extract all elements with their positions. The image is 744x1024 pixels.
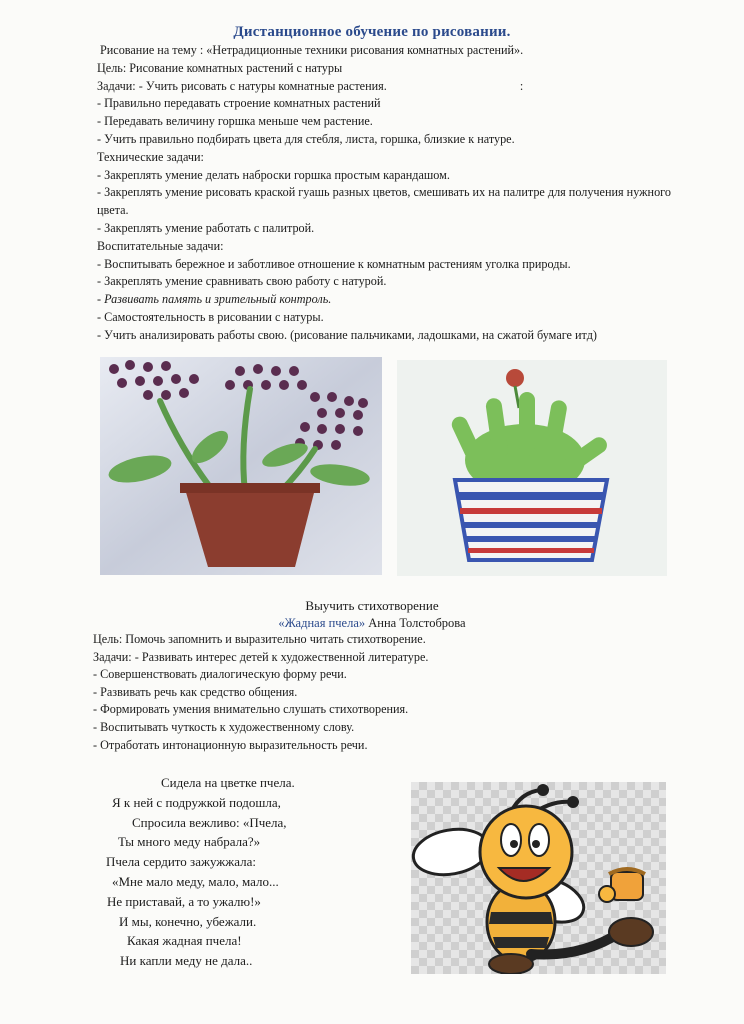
poem-text bbox=[68, 773, 388, 971]
lesson-goal: Цель: Рисование комнатных растений с натуры bbox=[97, 60, 343, 75]
poem-section-heading: Выучить стихотворение bbox=[305, 598, 439, 613]
poem-line: Ты много меду набрала?» bbox=[118, 834, 261, 850]
poem-task-item: - Формировать умения внимательно слушать стихотворения. bbox=[93, 702, 409, 717]
poem-title-line bbox=[0, 616, 744, 631]
cartoon-bee-image bbox=[411, 782, 666, 974]
edu-task-item: - Учить анализировать работы свою. (рисование пальчиками, ладошками, на сжатой бумаге итд) bbox=[97, 327, 597, 342]
poem-line: Какая жадная пчела! bbox=[127, 933, 242, 949]
poem-line: Я к ней с подружкой подошла, bbox=[112, 794, 281, 810]
poem-line: Сидела на цветке пчела. bbox=[161, 775, 295, 790]
poem-task-item: - Отработать интонационную выразительность речи. bbox=[93, 737, 368, 752]
task-item: - Передавать величину горшка меньше чем растение. bbox=[97, 114, 373, 129]
tasks-heading-text: Задачи: - Учить рисовать с натуры комнатные растения. bbox=[97, 78, 387, 93]
poem-task-item: - Развивать речь как средство общения. bbox=[93, 684, 298, 699]
handprint-plant-image bbox=[397, 360, 667, 576]
edu-task-item: - Развивать память и зрительный контроль. bbox=[97, 292, 332, 307]
bee-icon bbox=[411, 782, 666, 974]
poem-name: «Жадная пчела» bbox=[278, 616, 366, 630]
tasks-heading bbox=[97, 78, 697, 96]
edu-task-item: - Воспитывать бережное и заботливое отношение к комнатным растениям уголка природы. bbox=[97, 256, 571, 271]
tech-tasks-heading: Технические задачи: bbox=[97, 149, 204, 164]
poem-goal: Цель: Помочь запомнить и выразительно читать стихотворение. bbox=[93, 632, 426, 646]
poem-task-item: - Воспитывать чуткость к художественному слову. bbox=[93, 719, 355, 734]
poem-task-item: - Совершенствовать диалогическую форму речи. bbox=[93, 667, 347, 682]
tech-task-item: - Закреплять умение делать наброски горшка простым карандашом. bbox=[97, 167, 450, 182]
poem-lesson-section bbox=[93, 631, 653, 754]
poem-author: Анна Толстоброва bbox=[368, 616, 466, 630]
edu-task-item: - Закреплять умение сравнивать свою работу с натурой. bbox=[97, 274, 387, 289]
drawing-lesson-section bbox=[97, 42, 697, 345]
stray-mark: : bbox=[519, 78, 524, 93]
poem-task-item: Задачи: - Развивать интерес детей к художественной литературе. bbox=[93, 649, 429, 664]
flower-pot-painting-icon bbox=[100, 357, 382, 575]
edu-tasks-heading: Воспитательные задачи: bbox=[97, 238, 224, 253]
poem-line: «Мне мало меду, мало, мало... bbox=[112, 873, 279, 889]
tech-task-item: - Закреплять умение рисовать краской гуашь разных цветов, смешивать их на палитре для получения нужного цвета. bbox=[97, 185, 671, 218]
poem-line: Ни капли меду не дала.. bbox=[120, 953, 253, 969]
task-item: - Правильно передавать строение комнатных растений bbox=[97, 96, 381, 111]
page-title: Дистанционное обучение по рисовании. bbox=[233, 24, 511, 40]
tech-task-item: - Закреплять умение работать с палитрой. bbox=[97, 220, 315, 235]
poem-line: Не приставай, а то ужалю!» bbox=[107, 893, 261, 909]
flower-pot-painting-image bbox=[100, 357, 382, 575]
poem-line: И мы, конечно, убежали. bbox=[119, 913, 257, 929]
lesson-topic: Рисование на тему : «Нетрадиционные техники рисования комнатных растений». bbox=[100, 43, 524, 57]
handprint-plant-icon bbox=[397, 360, 667, 576]
poem-line: Спросила вежливо: «Пчела, bbox=[132, 814, 287, 830]
edu-task-item: - Самостоятельность в рисовании с натуры. bbox=[97, 309, 324, 324]
task-item: - Учить правильно подбирать цвета для стебля, листа, горшка, близкие к натуре. bbox=[97, 131, 515, 146]
poem-line: Пчела сердито зажужжала: bbox=[106, 854, 256, 870]
